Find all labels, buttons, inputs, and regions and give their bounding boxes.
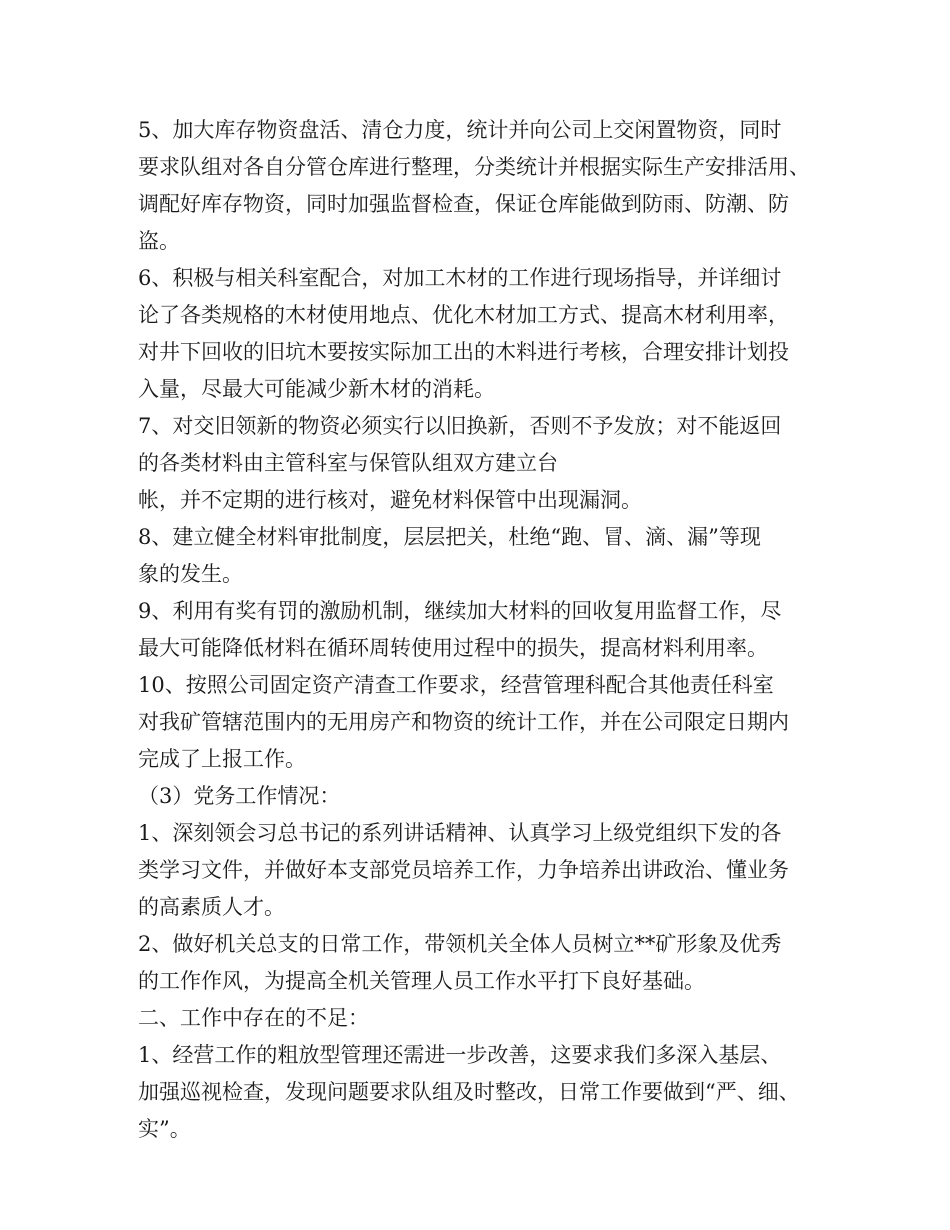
text-line: 的工作作风，为提高全机关管理人员工作水平打下良好基础。 — [138, 969, 705, 993]
text-line: 6、积极与相关科室配合，对加工木材的工作进行现场指导，并详细讨 — [138, 266, 782, 290]
text-line: 7、对交旧领新的物资必须实行以旧换新，否则不予发放；对不能返回 — [138, 414, 782, 438]
text-line: 2、做好机关总支的日常工作，带领机关全体人员树立**矿形象及优秀 — [138, 932, 782, 956]
text-line: 象的发生。 — [138, 562, 243, 586]
text-line: 要求队组对各自分管仓库进行整理，分类统计并根据实际生产安排活用、 — [138, 155, 810, 179]
text-line: 入量，尽最大可能减少新木材的消耗。 — [138, 377, 495, 401]
text-line: 完成了上报工作。 — [138, 747, 306, 771]
text-line: 类学习文件，并做好本支部党员培养工作，力争培养出讲政治、懂业务 — [138, 858, 789, 882]
section-heading: （3）党务工作情况： — [138, 784, 341, 808]
text-line: 1、深刻领会习总书记的系列讲话精神、认真学习上级党组织下发的各 — [138, 821, 782, 845]
text-line: 8、建立健全材料审批制度，层层把关，杜绝“跑、冒、滴、漏”等现 — [138, 525, 761, 549]
text-line: 实”。 — [138, 1117, 191, 1141]
section-heading: 二、工作中存在的不足： — [138, 1006, 369, 1030]
text-line: 论了各类规格的木材使用地点、优化木材加工方式、提高木材利用率， — [138, 303, 789, 327]
document-body — [138, 112, 828, 1148]
text-line: 对我矿管辖范围内的无用房产和物资的统计工作，并在公司限定日期内 — [138, 710, 789, 734]
text-line: 最大可能降低材料在循环周转使用过程中的损失，提高材料利用率。 — [138, 636, 768, 660]
text-line: 1、经营工作的粗放型管理还需进一步改善，这要求我们多深入基层、 — [138, 1043, 782, 1067]
text-line: 对井下回收的旧坑木要按实际加工出的木料进行考核，合理安排计划投 — [138, 340, 789, 364]
text-line: 盗。 — [138, 229, 180, 253]
text-line: 调配好库存物资，同时加强监督检查，保证仓库能做到防雨、防潮、防 — [138, 192, 789, 216]
text-line: 的各类材料由主管科室与保管队组双方建立台 — [138, 451, 558, 475]
text-line: 9、利用有奖有罚的激励机制，继续加大材料的回收复用监督工作，尽 — [138, 599, 782, 623]
text-line: 加强巡视检查，发现问题要求队组及时整改，日常工作要做到“严、细、 — [138, 1080, 800, 1104]
text-line: 10、按照公司固定资产清查工作要求，经营管理科配合其他责任科室 — [138, 673, 774, 697]
text-line: 的高素质人才。 — [138, 895, 285, 919]
text-line: 5、加大库存物资盘活、清仓力度，统计并向公司上交闲置物资，同时 — [138, 118, 782, 142]
text-line: 帐，并不定期的进行核对，避免材料保管中出现漏洞。 — [138, 488, 642, 512]
